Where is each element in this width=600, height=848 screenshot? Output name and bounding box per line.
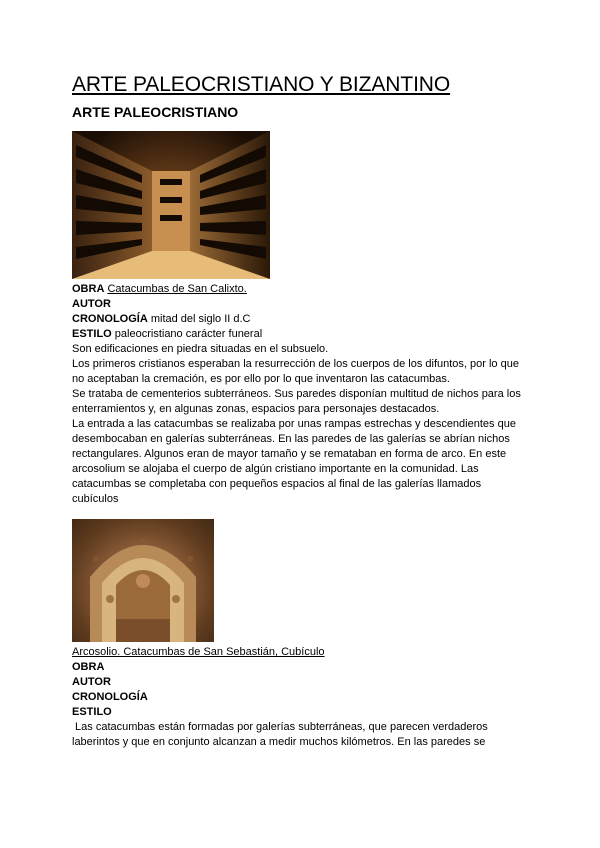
autor-label: AUTOR bbox=[72, 298, 111, 310]
body-line: Las catacumbas están formadas por galerías subterráneas, que parecen verdaderos bbox=[72, 721, 488, 733]
cronologia-line bbox=[72, 312, 532, 327]
body-line: enterramientos y, en algunas zonas, espacios para personajes destacados. bbox=[72, 403, 440, 415]
cronologia-label-2: CRONOLOGÍA bbox=[72, 691, 148, 703]
catacomb-san-calixto-photo bbox=[72, 131, 270, 279]
obra-title-link[interactable]: Catacumbas de San Calixto. bbox=[107, 283, 247, 295]
arcosolio-san-sebastian-photo bbox=[72, 519, 214, 642]
body-line: arcosolium se alojaba el cuerpo de algún cristiano importante en la comunidad. Las bbox=[72, 463, 479, 475]
estilo-value: paleocristiano carácter funeral bbox=[114, 328, 263, 340]
obra-label-2: OBRA bbox=[72, 661, 105, 673]
cronologia-label: CRONOLOGÍA bbox=[72, 313, 148, 325]
estilo-label-2: ESTILO bbox=[72, 706, 112, 718]
body-line: La entrada a las catacumbas se realizaba por unas rampas estrechas y descendientes que bbox=[72, 418, 516, 430]
document-content bbox=[72, 72, 532, 750]
autor-label-2: AUTOR bbox=[72, 676, 111, 688]
body-line: desembocaban en galerías subterráneas. En las paredes de las galerías se abrían nichos bbox=[72, 433, 510, 445]
body-line: laberintos y que en conjunto alcanzan a medir muchos kilómetros. En las paredes se bbox=[72, 736, 486, 748]
estilo-line bbox=[72, 327, 532, 342]
body-line: Son edificaciones en piedra situadas en el subsuelo. bbox=[72, 343, 329, 355]
arcosolio-caption-link[interactable]: Arcosolio. Catacumbas de San Sebastián, Cubículo bbox=[72, 646, 325, 658]
section-heading: ARTE PALEOCRISTIANO bbox=[72, 104, 239, 120]
body-line: catacumbas se completaba con pequeños espacios al final de las galerías llamados bbox=[72, 478, 482, 490]
obra-line bbox=[72, 282, 532, 297]
cronologia-value: mitad del siglo II d.C bbox=[150, 313, 251, 325]
body-line: Se trataba de cementerios subterráneos. Sus paredes disponían multitud de nichos para los bbox=[72, 388, 521, 400]
arcosolio-illustration bbox=[72, 519, 214, 642]
body-line: rectangulares. Algunos eran de mayor tamaño y se remataban en forma de arco. En este bbox=[72, 448, 507, 460]
catacomb-corridor-illustration bbox=[72, 131, 270, 279]
estilo-label: ESTILO bbox=[72, 328, 112, 340]
document-title: ARTE PALEOCRISTIANO Y BIZANTINO bbox=[72, 73, 451, 96]
body-line: Los primeros cristianos esperaban la resurrección de los cuerpos de los difuntos, por lo que bbox=[72, 358, 519, 370]
body-line: cubículos bbox=[72, 493, 119, 505]
obra-label: OBRA bbox=[72, 283, 105, 295]
body-line: no aceptaban la cremación, es por ello por lo que inventaron las catacumbas. bbox=[72, 373, 450, 385]
